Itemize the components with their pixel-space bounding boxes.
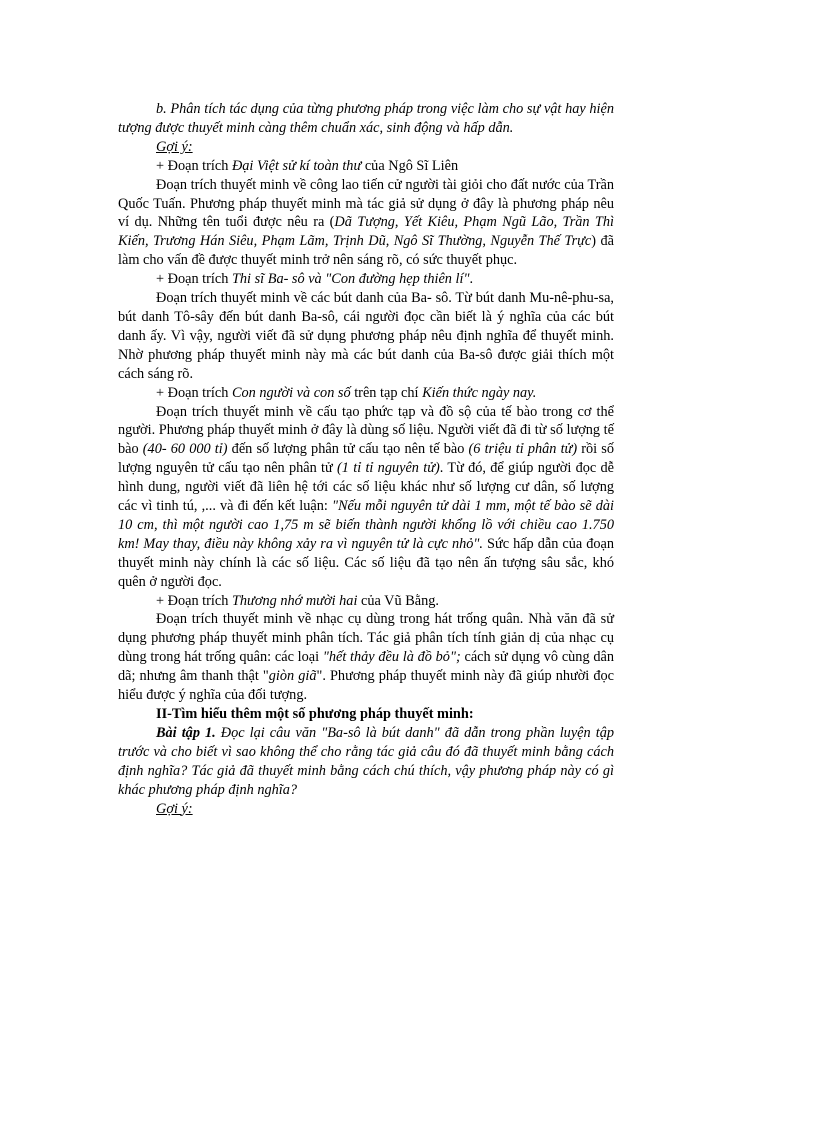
section-2-heading: II-Tìm hiểu thêm một số phương pháp thuyết minh: [156,706,474,722]
excerpt-1-heading: + Đoạn trích Đại Việt sử kí toàn thư của Ngô Sĩ Liên [156,157,459,174]
excerpt-2-heading: + Đoạn trích Thi sĩ Ba- sô và "Con đường hẹp thiên lí". [156,271,474,288]
excerpt-3-title: Con người và con số [231,384,351,401]
excerpt-1-body: Đoạn trích thuyết minh về công lao tiến cử người tài giỏi cho đất nước của Trần Quốc Tuấn. Phương pháp thuyết minh mà tác giả sử dụng ở đây là phương pháp nêu ví dụ. Những tên tuổi được nêu ra (Dã Tượng, Yết Kiêu, Phạm Ngũ Lão, Trần Thì Kiến, Trương Hán Siêu, Phạm Lãm, Trịnh Dũ, Ngô Sĩ Thường, Nguyễn Thế Trực) đã làm cho vấn đề được thuyết minh trở nên sáng rõ, có sức thuyết phục. [118,176,614,269]
excerpt-3-heading: + Đoạn trích Con người và con số trên tạp chí Kiến thức ngày nay. [156,384,537,401]
excerpt-3-quote: "Nếu mỗi nguyên tử dài 1 mm, một tế bào sẽ dài 10 cm, thì một người cao 1,75 m sẽ biến thành người khổng lồ với chiều cao 1.750 km! May thay, điều này không xảy ra vì nguyên tử là cực nhỏ". [118,498,614,552]
exercise-1: Bài tập 1. Đọc lại câu văn "Ba-sô là bút danh" đã dẫn trong phần luyện tập trước và cho biết vì sao không thể cho rằng tác giả câu đó đã thuyết minh bằng cách định nghĩa? Tác giả đã thuyết minh bằng cách chú thích, vậy phương pháp này có gì khác phương pháp định nghĩa? [118,724,614,798]
excerpt-1-title: Đại Việt sử kí toàn thư [231,157,362,174]
excerpt-3-body: Đoạn trích thuyết minh về cấu tạo phức tạp và đồ sộ của tế bào trong cơ thể người. Phương pháp thuyết minh ở đây là dùng số liệu. Người viết đã đi từ số lượng tế bào (40- 60 000 tỉ) đến số lượng phân tử cấu tạo nên tế bào (6 triệu tỉ phân tử) rồi số lượng nguyên tử cấu tạo nên phân tử (1 tỉ tỉ nguyên tử). Từ đó, để giúp người đọc dễ hình dung, người viết đã liên hệ tới các số liệu khác như số lượng cư dân, số lượng các vì tinh tú, ,... và đi đến kết luận: "Nếu mỗi nguyên tử dài 1 mm, một tế bào sẽ dài 10 cm, thì một người cao 1,75 m sẽ biến thành người khổng lồ với chiều cao 1.750 km! May thay, điều này không xảy ra vì nguyên tử là cực nhỏ". Sức hấp dẫn của đoạn thuyết minh này chính là các số liệu. Các số liệu đã tạo nên ấn tượng sâu sắc, khó quên ở người đọc. [118,403,614,590]
excerpt-4-heading: + Đoạn trích Thương nhớ mười hai của Vũ Bằng. [156,592,439,609]
excerpt-2-title: Thi sĩ Ba- sô và "Con đường hẹp thiên lí" [231,271,470,288]
hint-label-2: Gợi ý: [156,800,193,817]
excerpt-2-body: Đoạn trích thuyết minh về các bút danh của Ba- sô. Từ bút danh Mu-nê-phu-sa, bút danh Tô-sây đến bút danh Ba-sô, cái người đọc cần biết là ý nghĩa của các bút danh ấy. Vì vậy, người viết đã sử dụng phương pháp nêu định nghĩa để thuyết minh. Nhờ phương pháp thuyết minh này mà các bút danh của Ba-sô được giải thích một cách sáng rõ. [118,290,614,382]
excerpt-3-magazine: Kiến thức ngày nay. [422,384,537,401]
exercise-1-label: Bài tập 1. [156,724,216,741]
part-b-question: b. Phân tích tác dụng của từng phương pháp trong việc làm cho sự vật hay hiện tượng được thuyết minh càng thêm chuẩn xác, sinh động và hấp dẫn. [118,101,614,136]
hint-label: Gợi ý: [156,138,193,155]
document-page [118,100,614,818]
excerpt-1-names: Dã Tượng, Yết Kiêu, Phạm Ngũ Lão, Trần Thì Kiến, Trương Hán Siêu, Phạm Lãm, Trịnh Dũ, Ngô Sĩ Thường, Nguyễn Thế Trực [118,214,614,250]
excerpt-4-title: Thương nhớ mười hai [231,592,358,609]
excerpt-4-body: Đoạn trích thuyết minh về nhạc cụ dùng trong hát trống quân. Nhà văn đã sử dụng phương pháp thuyết minh phân tích. Tác giả phân tích tính giản dị của nhạc cụ dùng trong hát trống quân: các loại "hết thảy đều là đồ bỏ"; cách sử dụng vô cùng dân dã; nhưng âm thanh thật "giòn giã". Phương pháp thuyết minh này đã giúp nhười đọc hiểu được ý nghĩa của đối tượng. [118,611,614,704]
